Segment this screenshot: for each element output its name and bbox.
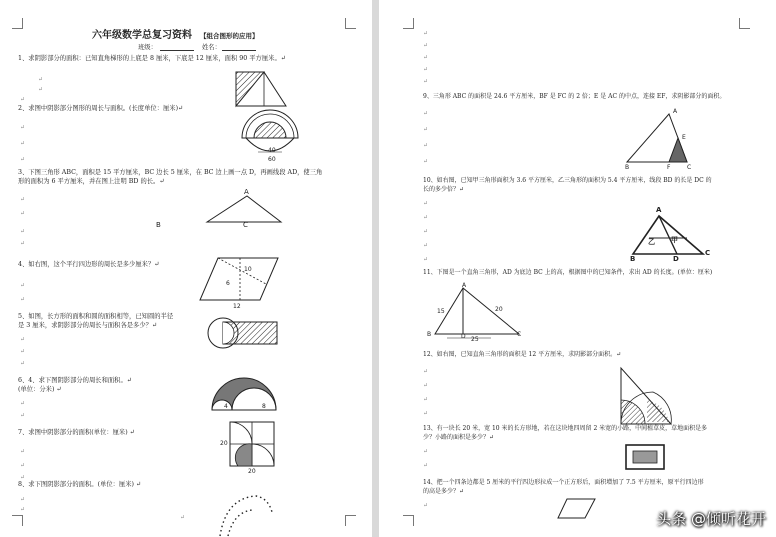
q11-label-20: 20: [495, 306, 503, 313]
q9-label-f: F: [667, 164, 671, 171]
question-2: 2、求图中阴影部分图形的周长与面积。(长度单位：厘米)↵: [18, 105, 184, 112]
paragraph-mark: ↵: [423, 228, 429, 235]
paragraph-mark: ↵: [423, 214, 429, 221]
crop-mark: [403, 515, 414, 526]
q9-label-a: A: [673, 108, 678, 115]
paragraph-mark: ↵: [423, 382, 429, 389]
paragraph-mark: ↵: [20, 474, 26, 481]
q2-label-60: 60: [268, 156, 276, 163]
crop-mark: [12, 18, 23, 29]
q11-label-c: C: [517, 331, 522, 338]
q4-label-12: 12: [233, 303, 241, 310]
q4-label-6: 6: [226, 280, 230, 287]
question-3-line-1: 3、下图三角形 ABC，面积是 15 平方厘米，BC 边长 5 厘米，在 BC 边上画一点 D，再画线段 AD，使三角: [18, 169, 323, 176]
q3-label-b: B: [156, 221, 161, 229]
paragraph-mark: ↵: [423, 66, 429, 73]
q10-label-jia: 甲: [671, 236, 678, 244]
paragraph-mark: ↵: [423, 42, 429, 49]
q10-label-a: A: [656, 206, 662, 214]
paragraph-mark: ↵: [423, 256, 429, 263]
paragraph-mark: ↵: [20, 400, 26, 407]
q11-label-b: B: [427, 331, 432, 338]
question-6-line-1: 6、4、求下图阴影部分的周长和面积。↵: [18, 377, 133, 384]
q9-label-b: B: [625, 164, 630, 171]
paragraph-mark: ↵: [20, 96, 26, 103]
question-3-line-2: 形的面积为 6 平方厘米，并在图上注明 BD 的长。↵: [18, 178, 165, 185]
paragraph-mark: ↵: [20, 360, 26, 367]
crop-mark: [345, 515, 356, 526]
paragraph-mark: ↵: [20, 210, 26, 217]
document-page-right: [379, 0, 776, 537]
q10-label-b: B: [630, 255, 636, 263]
crop-mark: [345, 18, 356, 29]
crop-mark: [403, 18, 414, 29]
paragraph-mark: ↵: [20, 448, 26, 455]
question-13-line-1: 13、有一块长 20 米，宽 10 米的长方形地，若在这块地四周留 2 米宽的小路，中间植草皮，草地面积是多: [423, 425, 708, 432]
paragraph-mark: ↵: [20, 348, 26, 355]
paragraph-mark: ↵: [20, 228, 26, 235]
question-13-line-2: 少？小路的面积是多少？↵: [423, 434, 495, 441]
paragraph-mark: ↵: [423, 502, 429, 509]
watermark-text: 头条 @倾听花开: [656, 510, 766, 528]
q13-rectangle-figure: [625, 444, 665, 470]
q4-label-10: 10: [244, 266, 252, 273]
paragraph-mark: ↵: [20, 462, 26, 469]
q10-triangle-figure: [631, 212, 707, 258]
paragraph-mark: ↵: [423, 126, 429, 133]
class-label: 班级：: [138, 44, 157, 51]
crop-mark: [12, 515, 23, 526]
paragraph-mark: ↵: [20, 296, 26, 303]
paragraph-mark: ↵: [20, 496, 26, 503]
paragraph-mark: ↵: [20, 140, 26, 147]
doc-title: 六年级数学总复习资料: [92, 30, 192, 41]
q11-right-triangle-figure: [433, 286, 523, 338]
q12-quarter-circle-figure: [619, 366, 675, 426]
q9-label-e: E: [682, 134, 686, 141]
paragraph-mark: ↵: [20, 240, 26, 247]
q10-label-yi: 乙: [648, 238, 655, 246]
q8-dotted-figure: [216, 494, 276, 537]
document-page-left: [0, 0, 372, 537]
question-10-line-2: 长的多少倍？↵: [423, 186, 465, 193]
question-7: 7、求图中阴影部分的面积(单位：厘米) ↵: [18, 429, 135, 436]
q6-label-8: 8: [262, 403, 266, 410]
paragraph-mark: ↵: [423, 142, 429, 149]
q7-square-figure: [228, 420, 276, 468]
question-9: 9、三角形 ABC 的面积是 24.6 平方厘米，BF 是 FC 的 2 倍；E 是 AC 的中点，连接 EF，求阴影部分的面积。: [423, 93, 726, 100]
question-5-line-1: 5、如图，长方形的面积和圆的面积相等，已知圆的半径: [18, 313, 174, 320]
question-10-line-1: 10、如右图，已知甲三角形面积为 3.6 平方厘米，乙三角形的面积为 5.4 平方厘米，线段 BD 的长是 DC 的: [423, 177, 712, 184]
paragraph-mark: ↵: [423, 242, 429, 249]
paragraph-mark: ↵: [423, 448, 429, 455]
paragraph-mark: ↵: [180, 514, 186, 521]
paragraph-mark: ↵: [423, 368, 429, 375]
paragraph-mark: ↵: [38, 86, 44, 93]
paragraph-mark: ↵: [423, 30, 429, 37]
q10-label-d: D: [673, 255, 679, 263]
paragraph-mark: ↵: [20, 124, 26, 131]
paragraph-mark: ↵: [20, 282, 26, 289]
question-11: 11、下图是一个直角三角形，AD 为底边 BC 上的高，根据图中的已知条件，求出 AD 的长度。(单位：厘米): [423, 269, 713, 276]
question-5-line-2: 是 3 厘米，求阴影部分的周长与面积各是多少？↵: [18, 322, 158, 329]
paragraph-mark: ↵: [20, 156, 26, 163]
q1-trapezoid-figure: [234, 70, 290, 108]
paragraph-mark: ↵: [38, 76, 44, 83]
q6-label-4: 4: [224, 403, 228, 410]
paragraph-mark: ↵: [423, 158, 429, 165]
q9-label-c: C: [687, 164, 692, 171]
class-blank[interactable]: [160, 50, 194, 51]
q11-label-25: 25: [471, 336, 479, 343]
q4-parallelogram-figure: [198, 256, 282, 304]
question-4: 4、如右图，这个平行四边形的周长是多少厘米？↵: [18, 261, 160, 268]
question-14-line-2: 的高是多少？↵: [423, 488, 465, 495]
name-label: 姓名：: [202, 44, 221, 51]
page-gap: [372, 0, 379, 537]
q11-label-d: D: [461, 333, 466, 340]
q7-label-20-bottom: 20: [248, 468, 256, 475]
paragraph-mark: ↵: [423, 410, 429, 417]
paragraph-mark: ↵: [20, 412, 26, 419]
question-8: 8、求下图阴影部分的面积。(单位：厘米) ↵: [18, 481, 142, 488]
paragraph-mark: ↵: [20, 336, 26, 343]
paragraph-mark: ↵: [423, 110, 429, 117]
paragraph-mark: ↵: [423, 396, 429, 403]
q7-label-20-left: 20: [220, 440, 228, 447]
paragraph-mark: ↵: [20, 506, 26, 513]
name-blank[interactable]: [222, 50, 256, 51]
paragraph-mark: ↵: [423, 200, 429, 207]
q3-triangle-figure: [205, 192, 285, 224]
question-6-line-2: (单位：分米) ↵: [18, 386, 62, 393]
q2-label-40: 40: [268, 147, 276, 154]
q14-parallelogram-figure: [557, 498, 597, 520]
q3-label-c: C: [243, 221, 248, 229]
crop-mark: [739, 18, 750, 29]
q5-circle-rectangle-figure: [206, 316, 280, 350]
paragraph-mark: ↵: [423, 54, 429, 61]
question-1: 1、求阴影部分的面积：已知直角梯形的上底是 8 厘米，下底是 12 厘米，面积 90 平方厘米。↵: [18, 55, 287, 62]
paragraph-mark: ↵: [423, 462, 429, 469]
q11-label-15: 15: [437, 308, 445, 315]
q11-label-a: A: [462, 282, 467, 289]
paragraph-mark: ↵: [423, 78, 429, 85]
q3-label-a: A: [244, 188, 249, 196]
question-12: 12、如右图，已知直角三角形的面积是 12 平方厘米，求阴影部分面积。↵: [423, 351, 622, 358]
question-14-line-1: 14、把一个四条边都是 5 厘米的平行四边形拉成一个正方形后，面积增加了 7.5 平方厘米，原平行四边形: [423, 479, 704, 486]
q10-label-c: C: [705, 249, 711, 257]
doc-subtitle: 【组合图形的应用】: [200, 32, 259, 40]
paragraph-mark: ↵: [20, 196, 26, 203]
